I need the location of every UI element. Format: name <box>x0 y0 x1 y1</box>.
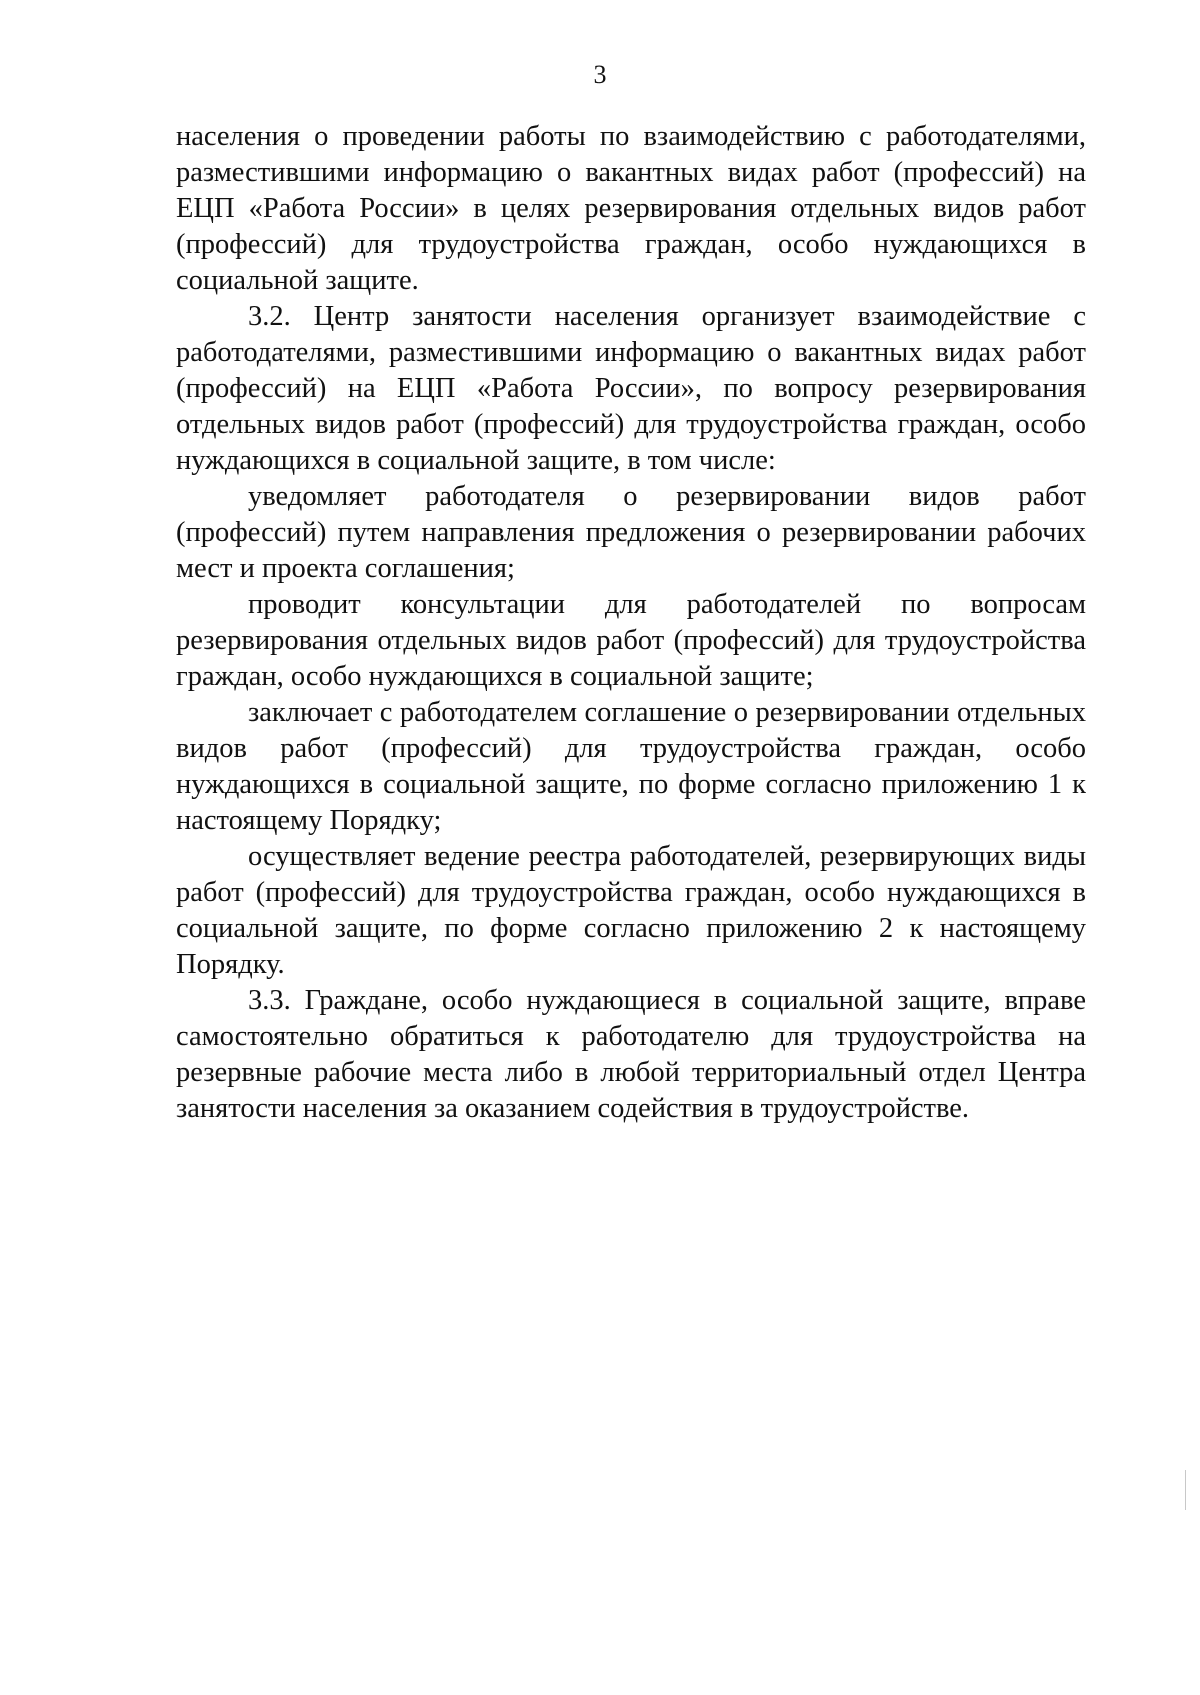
paragraph-notify-employer: уведомляет работодателя о резервировании видов работ (профессий) путем направления предложения о резервировании рабочих мест и проекта соглашения; <box>176 481 1086 584</box>
paragraph-3-3: 3.3. Граждане, особо нуждающиеся в социальной защите, вправе самостоятельно обратиться к работодателю для трудоустройства на резервные рабочие места либо в любой территориальный отдел Центра занятости населения за оказанием содействия в трудоустройстве. <box>176 985 1086 1124</box>
page-number: 3 <box>593 60 607 89</box>
paragraph-continuation: населения о проведении работы по взаимодействию с работодателями, разместившими информацию о вакантных видах работ (профессий) на ЕЦП «Работа России» в целях резервирования отдельных видов работ (профессий) для трудоустройства граждан, особо нуждающихся в социальной защите. <box>176 121 1086 296</box>
scan-artifact <box>1185 1470 1186 1510</box>
paragraph-3-2: 3.2. Центр занятости населения организует взаимодействие с работодателями, разместившими информацию о вакантных видах работ (профессий) на ЕЦП «Работа России», по вопросу резервирования отдельных видов работ (профессий) для трудоустройства граждан, особо нуждающихся в социальной защите, в том числе: <box>176 301 1086 476</box>
paragraph-agreement: заключает с работодателем соглашение о резервировании отдельных видов работ (профессий) для трудоустройства граждан, особо нуждающихся в социальной защите, по форме согласно приложению 1 к настоящему Порядку; <box>176 697 1086 836</box>
document-body <box>176 119 1086 1127</box>
paragraph-consultations: проводит консультации для работодателей по вопросам резервирования отдельных видов работ (профессий) для трудоустройства граждан, особо нуждающихся в социальной защите; <box>176 589 1086 692</box>
paragraph-registry: осуществляет ведение реестра работодателей, резервирующих виды работ (профессий) для трудоустройства граждан, особо нуждающихся в социальной защите, по форме согласно приложению 2 к настоящему Порядку. <box>176 841 1086 980</box>
